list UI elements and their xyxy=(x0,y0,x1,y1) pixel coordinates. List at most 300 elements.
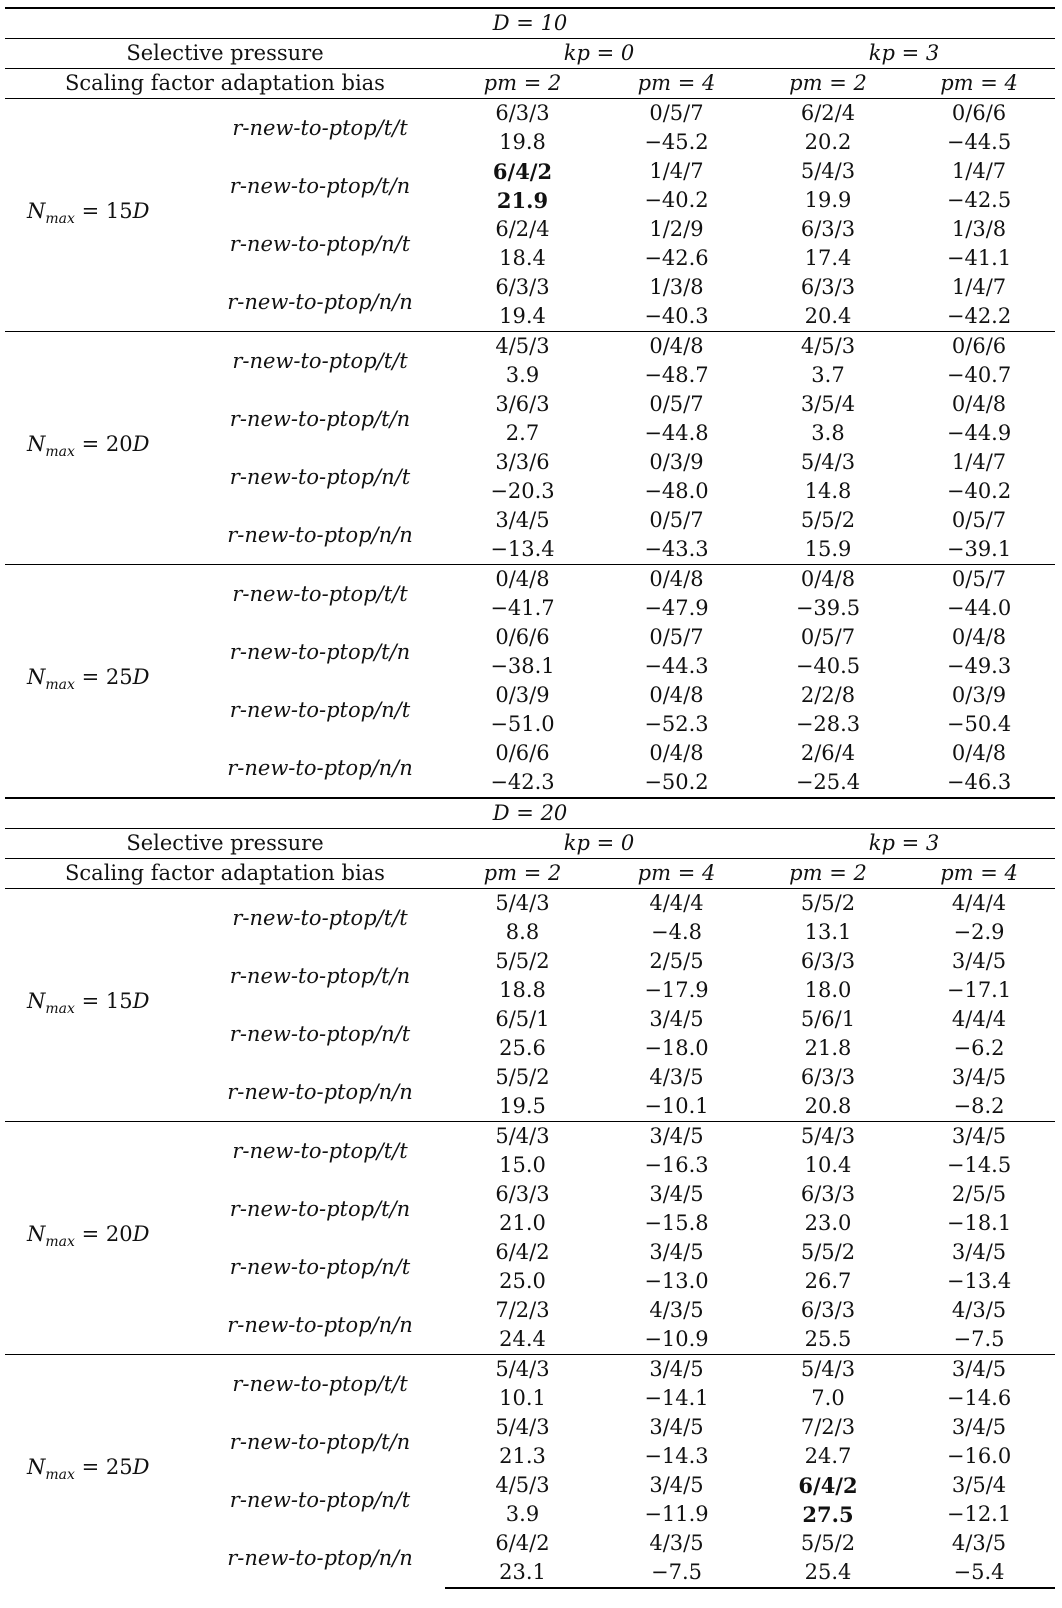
cell-win-tie-loss xyxy=(753,947,903,976)
cell-text: 5/4/3 xyxy=(495,1415,550,1439)
cell-score xyxy=(600,1034,753,1063)
cell-score xyxy=(600,976,753,1005)
method-text: r-new-to-ptop/t/n xyxy=(229,173,411,198)
table-row xyxy=(5,889,1055,919)
cell-score xyxy=(903,652,1055,681)
cell-score xyxy=(753,128,903,157)
cell-win-tie-loss xyxy=(753,889,903,919)
cell-text: −13.0 xyxy=(644,1269,709,1293)
cell-text: 24.7 xyxy=(804,1444,852,1468)
cell-score xyxy=(600,768,753,798)
selective-pressure-label xyxy=(5,829,445,859)
cell-text: −45.2 xyxy=(644,130,709,154)
method-label xyxy=(195,1122,445,1181)
cell-win-tie-loss xyxy=(600,1529,753,1558)
method-text: r-new-to-ptop/t/t xyxy=(232,905,408,930)
cell-text: 5/5/2 xyxy=(800,1240,856,1264)
cell-score xyxy=(903,1442,1055,1471)
cell-win-tie-loss xyxy=(903,1413,1055,1442)
kp3-text: kp = 3 xyxy=(868,41,940,65)
scaling-bias-text: Scaling factor adaptation bias xyxy=(65,71,385,95)
cell-text: −38.1 xyxy=(490,654,555,678)
cell-score xyxy=(903,535,1055,565)
cell-text: 6/3/3 xyxy=(495,275,550,299)
cell-score xyxy=(445,1442,600,1471)
cell-win-tie-loss xyxy=(445,1529,600,1558)
cell-text: −44.9 xyxy=(946,421,1012,445)
cell-text: 1/3/8 xyxy=(951,217,1007,241)
method-text: r-new-to-ptop/t/t xyxy=(232,115,408,140)
cell-text: 0/5/7 xyxy=(951,508,1007,532)
cell-score xyxy=(903,1151,1055,1180)
cell-win-tie-loss xyxy=(753,448,903,477)
cell-text: 18.0 xyxy=(804,978,852,1002)
cell-text: 3/4/5 xyxy=(649,1182,704,1206)
pm2-header xyxy=(753,69,903,99)
cell-text: 0/6/6 xyxy=(495,741,550,765)
cell-win-tie-loss xyxy=(753,332,903,362)
cell-text: −48.7 xyxy=(644,363,709,387)
nmax-value: = 25D xyxy=(74,664,150,689)
kp3-header xyxy=(753,39,1055,69)
cell-text: −11.9 xyxy=(644,1502,709,1526)
method-text: r-new-to-ptop/t/t xyxy=(232,1138,408,1163)
method-label xyxy=(195,1063,445,1122)
cell-win-tie-loss xyxy=(600,889,753,919)
cell-text: 3/5/4 xyxy=(800,392,856,416)
cell-text: 0/3/9 xyxy=(649,450,704,474)
cell-score xyxy=(753,1500,903,1529)
cell-text: 15.9 xyxy=(804,537,852,561)
cell-score xyxy=(753,1384,903,1413)
nmax-symbol: N xyxy=(27,664,46,689)
cell-text: 2/6/4 xyxy=(800,741,856,765)
nmax-group-label xyxy=(5,332,195,565)
cell-win-tie-loss xyxy=(445,1238,600,1267)
pm2-text: pm = 2 xyxy=(789,71,867,95)
cell-text: −16.3 xyxy=(644,1153,709,1177)
cell-text: 0/3/9 xyxy=(495,683,550,707)
method-text: r-new-to-ptop/t/n xyxy=(229,406,411,431)
method-text: r-new-to-ptop/n/t xyxy=(229,1254,411,1279)
cell-win-tie-loss xyxy=(445,889,600,919)
section-title xyxy=(5,8,1055,39)
cell-win-tie-loss xyxy=(753,1413,903,1442)
method-label xyxy=(195,1180,445,1238)
cell-win-tie-loss xyxy=(753,506,903,535)
cell-text: −17.9 xyxy=(644,978,709,1002)
cell-score xyxy=(600,1558,753,1588)
cell-text: −6.2 xyxy=(953,1036,1005,1060)
cell-text: 4/5/3 xyxy=(495,1473,550,1497)
cell-win-tie-loss xyxy=(600,1180,753,1209)
cell-text: 3/4/5 xyxy=(649,1124,704,1148)
kp0-header xyxy=(445,39,753,69)
cell-win-tie-loss xyxy=(600,390,753,419)
cell-text: 5/5/2 xyxy=(800,508,856,532)
cell-text: 0/4/8 xyxy=(951,741,1007,765)
pm4-text: pm = 4 xyxy=(637,861,716,885)
cell-text: 1/4/7 xyxy=(951,159,1007,183)
cell-score xyxy=(903,186,1055,215)
cell-win-tie-loss xyxy=(753,1180,903,1209)
cell-text: −15.8 xyxy=(644,1211,709,1235)
cell-win-tie-loss xyxy=(445,1180,600,1209)
cell-win-tie-loss xyxy=(445,448,600,477)
cell-win-tie-loss xyxy=(600,448,753,477)
method-text: r-new-to-ptop/n/n xyxy=(227,1079,413,1104)
results-table xyxy=(5,7,1055,1589)
cell-score xyxy=(753,302,903,332)
cell-text: 13.1 xyxy=(804,920,852,944)
cell-text: 0/6/6 xyxy=(951,101,1007,125)
cell-text: 6/3/3 xyxy=(800,275,856,299)
cell-score xyxy=(903,1500,1055,1529)
cell-text: −42.5 xyxy=(946,188,1012,212)
cell-text: −52.3 xyxy=(644,712,709,736)
cell-text: 7/2/3 xyxy=(495,1298,550,1322)
results-table-body xyxy=(5,8,1055,1588)
cell-text: 0/4/8 xyxy=(800,567,856,591)
cell-text: 2.7 xyxy=(505,421,540,445)
pm2-text: pm = 2 xyxy=(483,71,562,95)
cell-win-tie-loss xyxy=(445,506,600,535)
cell-win-tie-loss xyxy=(903,1005,1055,1034)
cell-text: 19.4 xyxy=(499,304,546,328)
cell-score xyxy=(903,918,1055,947)
nmax-value: = 25D xyxy=(74,1455,150,1479)
cell-text: 4/4/4 xyxy=(649,891,704,915)
cell-score xyxy=(753,1034,903,1063)
cell-score xyxy=(600,1092,753,1122)
cell-win-tie-loss xyxy=(445,390,600,419)
method-text: r-new-to-ptop/t/t xyxy=(232,348,408,373)
cell-text: 15.0 xyxy=(499,1153,546,1177)
cell-text: 6/5/1 xyxy=(495,1007,550,1031)
cell-win-tie-loss xyxy=(903,332,1055,362)
cell-win-tie-loss xyxy=(600,506,753,535)
cell-text: 20.8 xyxy=(804,1094,852,1118)
cell-text: 5/4/3 xyxy=(800,159,856,183)
cell-text: −40.2 xyxy=(644,188,709,212)
method-text: r-new-to-ptop/t/n xyxy=(229,639,411,664)
cell-text: 5/4/3 xyxy=(495,1357,550,1381)
cell-score xyxy=(753,419,903,448)
cell-text: −48.0 xyxy=(644,479,709,503)
cell-text: −10.1 xyxy=(644,1094,709,1118)
cell-win-tie-loss xyxy=(903,1122,1055,1152)
cell-text: −40.3 xyxy=(644,304,709,328)
cell-win-tie-loss xyxy=(903,889,1055,919)
cell-text: 4/3/5 xyxy=(649,1531,704,1555)
cell-text: 20.2 xyxy=(804,130,852,154)
table-row xyxy=(5,332,1055,362)
cell-text: 0/5/7 xyxy=(649,101,704,125)
cell-score xyxy=(600,594,753,623)
cell-score xyxy=(600,1325,753,1355)
cell-text: 2/5/5 xyxy=(649,949,704,973)
cell-text: −7.5 xyxy=(651,1560,702,1584)
cell-win-tie-loss xyxy=(445,947,600,976)
cell-win-tie-loss xyxy=(903,1355,1055,1385)
cell-text: 6/4/2 xyxy=(492,159,553,184)
scaling-bias-header-row xyxy=(5,69,1055,99)
cell-win-tie-loss xyxy=(753,215,903,244)
method-label xyxy=(195,1005,445,1063)
cell-win-tie-loss xyxy=(600,215,753,244)
cell-text: −18.0 xyxy=(644,1036,709,1060)
cell-score xyxy=(753,535,903,565)
nmax-group-label xyxy=(5,1355,195,1589)
method-label xyxy=(195,448,445,506)
cell-text: −47.9 xyxy=(644,596,709,620)
cell-text: 27.5 xyxy=(802,1502,854,1527)
cell-text: 0/4/8 xyxy=(951,625,1007,649)
table-row xyxy=(5,565,1055,595)
cell-text: 14.8 xyxy=(804,479,852,503)
cell-text: −5.4 xyxy=(953,1560,1005,1584)
cell-text: 0/4/8 xyxy=(495,567,550,591)
cell-win-tie-loss xyxy=(903,448,1055,477)
cell-win-tie-loss xyxy=(753,565,903,595)
cell-text: 25.4 xyxy=(804,1560,852,1584)
cell-text: 5/4/3 xyxy=(800,1124,856,1148)
cell-score xyxy=(903,128,1055,157)
cell-score xyxy=(903,244,1055,273)
cell-text: −40.2 xyxy=(946,479,1012,503)
cell-win-tie-loss xyxy=(445,1471,600,1500)
pm2-header xyxy=(445,69,600,99)
cell-text: −41.1 xyxy=(946,246,1012,270)
cell-text: −42.6 xyxy=(644,246,709,270)
method-label xyxy=(195,1296,445,1355)
cell-score xyxy=(600,244,753,273)
cell-text: 5/5/2 xyxy=(800,891,856,915)
cell-score xyxy=(600,1442,753,1471)
cell-win-tie-loss xyxy=(445,157,600,186)
cell-win-tie-loss xyxy=(903,1529,1055,1558)
cell-text: 3/4/5 xyxy=(951,949,1007,973)
method-label xyxy=(195,565,445,624)
cell-score xyxy=(753,768,903,798)
cell-text: −2.9 xyxy=(953,920,1005,944)
cell-text: −18.1 xyxy=(946,1211,1012,1235)
cell-text: 4/3/5 xyxy=(649,1298,704,1322)
method-label xyxy=(195,1238,445,1296)
cell-score xyxy=(753,477,903,506)
cell-score xyxy=(445,302,600,332)
cell-score xyxy=(600,918,753,947)
method-text: r-new-to-ptop/n/t xyxy=(229,1487,411,1512)
cell-win-tie-loss xyxy=(903,1471,1055,1500)
cell-score xyxy=(753,594,903,623)
cell-win-tie-loss xyxy=(903,506,1055,535)
nmax-subscript: max xyxy=(45,1467,75,1483)
cell-text: 1/4/7 xyxy=(951,450,1007,474)
cell-win-tie-loss xyxy=(753,273,903,302)
cell-text: 3/3/6 xyxy=(495,450,550,474)
cell-text: 6/3/3 xyxy=(800,1298,856,1322)
cell-text: 3/6/3 xyxy=(495,392,550,416)
cell-text: 1/4/7 xyxy=(649,159,704,183)
method-label xyxy=(195,1413,445,1471)
cell-win-tie-loss xyxy=(600,1063,753,1092)
cell-score xyxy=(903,768,1055,798)
cell-text: 0/5/7 xyxy=(800,625,856,649)
cell-text: −42.3 xyxy=(490,770,555,794)
method-label xyxy=(195,273,445,332)
scaling-bias-header-row xyxy=(5,859,1055,889)
cell-text: 8.8 xyxy=(505,920,540,944)
cell-win-tie-loss xyxy=(600,1122,753,1152)
cell-text: 23.1 xyxy=(499,1560,546,1584)
selective-pressure-label xyxy=(5,39,445,69)
cell-win-tie-loss xyxy=(753,739,903,768)
cell-win-tie-loss xyxy=(445,332,600,362)
cell-text: 5/5/2 xyxy=(800,1531,856,1555)
cell-text: 23.0 xyxy=(804,1211,852,1235)
cell-win-tie-loss xyxy=(445,1005,600,1034)
cell-score xyxy=(600,186,753,215)
cell-text: 3/4/5 xyxy=(649,1415,704,1439)
cell-win-tie-loss xyxy=(903,1063,1055,1092)
section-title-text: D = 10 xyxy=(492,11,568,35)
cell-win-tie-loss xyxy=(445,1355,600,1385)
cell-win-tie-loss xyxy=(445,1063,600,1092)
table-row xyxy=(5,99,1055,129)
cell-win-tie-loss xyxy=(903,1238,1055,1267)
cell-text: −46.3 xyxy=(946,770,1012,794)
cell-text: 1/4/7 xyxy=(951,275,1007,299)
method-text: r-new-to-ptop/n/t xyxy=(229,464,411,489)
table-row xyxy=(5,1355,1055,1385)
cell-win-tie-loss xyxy=(445,623,600,652)
method-label xyxy=(195,390,445,448)
cell-text: 6/3/3 xyxy=(800,217,856,241)
cell-text: −51.0 xyxy=(490,712,555,736)
nmax-value: = 20D xyxy=(74,1221,150,1246)
pm2-header xyxy=(753,859,903,889)
cell-text: −13.4 xyxy=(490,537,555,561)
cell-score xyxy=(445,361,600,390)
cell-text: −10.9 xyxy=(644,1327,709,1351)
cell-score xyxy=(445,1558,600,1588)
cell-text: −7.5 xyxy=(953,1327,1005,1351)
cell-text: 19.5 xyxy=(499,1094,546,1118)
cell-text: −25.4 xyxy=(795,770,861,794)
cell-win-tie-loss xyxy=(600,1471,753,1500)
cell-text: 0/5/7 xyxy=(649,392,704,416)
section-title-row xyxy=(5,8,1055,39)
cell-text: 5/5/2 xyxy=(495,949,550,973)
cell-score xyxy=(903,1325,1055,1355)
cell-text: 4/3/5 xyxy=(951,1298,1007,1322)
scaling-bias-text: Scaling factor adaptation bias xyxy=(65,861,385,885)
method-text: r-new-to-ptop/t/t xyxy=(232,1371,408,1396)
pm4-text: pm = 4 xyxy=(940,861,1018,885)
cell-text: −44.0 xyxy=(946,596,1012,620)
cell-score xyxy=(753,976,903,1005)
pm2-header xyxy=(445,859,600,889)
cell-text: 6/4/2 xyxy=(495,1531,550,1555)
nmax-value: = 20D xyxy=(74,431,150,456)
cell-text: 0/4/8 xyxy=(649,683,704,707)
cell-score xyxy=(445,710,600,739)
nmax-symbol: N xyxy=(27,1455,46,1479)
cell-win-tie-loss xyxy=(753,1471,903,1500)
scaling-bias-label xyxy=(5,859,445,889)
cell-text: 4/5/3 xyxy=(495,334,550,358)
selective-pressure-text: Selective pressure xyxy=(126,831,324,855)
method-label xyxy=(195,947,445,1005)
cell-text: 3/4/5 xyxy=(951,1240,1007,1264)
cell-text: 3/4/5 xyxy=(951,1357,1007,1381)
cell-score xyxy=(753,186,903,215)
cell-text: 0/5/7 xyxy=(649,625,704,649)
cell-score xyxy=(753,1092,903,1122)
cell-text: −20.3 xyxy=(490,479,555,503)
cell-text: −50.4 xyxy=(946,712,1012,736)
cell-win-tie-loss xyxy=(445,99,600,129)
nmax-group-label xyxy=(5,889,195,1122)
cell-text: −17.1 xyxy=(946,978,1012,1002)
cell-win-tie-loss xyxy=(753,390,903,419)
method-label xyxy=(195,332,445,391)
kp0-header xyxy=(445,829,753,859)
method-text: r-new-to-ptop/n/n xyxy=(227,755,413,780)
cell-score xyxy=(445,535,600,565)
cell-win-tie-loss xyxy=(753,1355,903,1385)
cell-score xyxy=(445,976,600,1005)
nmax-symbol: N xyxy=(27,198,46,223)
cell-text: 3/4/5 xyxy=(649,1007,704,1031)
cell-score xyxy=(753,652,903,681)
cell-text: 6/3/3 xyxy=(495,1182,550,1206)
cell-win-tie-loss xyxy=(753,99,903,129)
cell-text: 3/4/5 xyxy=(649,1357,704,1381)
cell-win-tie-loss xyxy=(753,1005,903,1034)
cell-text: 26.7 xyxy=(804,1269,852,1293)
cell-text: −50.2 xyxy=(644,770,709,794)
cell-text: 19.9 xyxy=(804,188,852,212)
cell-text: 3/4/5 xyxy=(649,1473,704,1497)
cell-text: −49.3 xyxy=(946,654,1012,678)
cell-score xyxy=(445,1092,600,1122)
cell-text: 24.4 xyxy=(499,1327,546,1351)
cell-win-tie-loss xyxy=(903,215,1055,244)
cell-win-tie-loss xyxy=(903,947,1055,976)
cell-text: 1/3/8 xyxy=(649,275,704,299)
cell-text: −40.5 xyxy=(795,654,861,678)
method-label xyxy=(195,1529,445,1588)
cell-score xyxy=(445,918,600,947)
cell-win-tie-loss xyxy=(445,1296,600,1325)
nmax-group-label xyxy=(5,99,195,332)
scaling-bias-label xyxy=(5,69,445,99)
cell-text: −14.5 xyxy=(946,1153,1012,1177)
section-title-text: D = 20 xyxy=(492,801,568,825)
method-label xyxy=(195,215,445,273)
nmax-subscript: max xyxy=(45,676,75,693)
kp3-text: kp = 3 xyxy=(868,831,940,855)
cell-text: 4/3/5 xyxy=(951,1531,1007,1555)
cell-win-tie-loss xyxy=(445,215,600,244)
cell-text: −39.1 xyxy=(946,537,1012,561)
method-label xyxy=(195,1355,445,1414)
cell-win-tie-loss xyxy=(600,273,753,302)
cell-text: 0/3/9 xyxy=(951,683,1007,707)
cell-win-tie-loss xyxy=(600,1355,753,1385)
